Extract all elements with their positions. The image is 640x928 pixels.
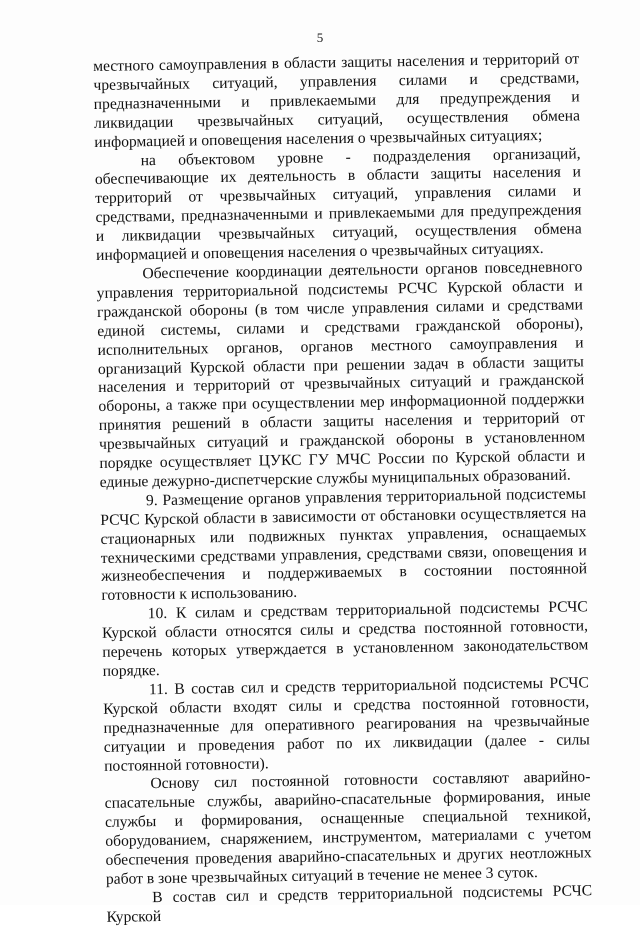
paragraph-item-11: 11. В состав сил и средств территориальной подсистемы РСЧС Курской области входят силы и средства постоянной готовности, предназначенные для оперативного реагирования на чрезвычайные ситуации и проведения работ по их ликвидации (далее - силы постоянной готовности). xyxy=(103,674,590,775)
paragraph-item-10: 10. К силам и средствам территориальной подсистемы РСЧС Курской области относятся силы и средства постоянной готовности, перечень которых утверждается в установленном законодательством порядке. xyxy=(101,598,589,680)
paragraph-coordination: Обеспечение координации деятельности органов повседневного управления территориальной подсистемы РСЧС Курской области и гражданской обороны (в том числе управления силами и средствами единой системы, силами и средствами гражданской обороны), исполнительных органов, органов местного самоуправления и организаций Курской области при решении задач в области защиты населения и территорий от чрезвычайных ситуаций и гражданской обороны, а также при осуществлении мер информационной поддержки принятия решений в области защиты населения и территорий от чрезвычайных ситуаций и гражданской обороны в установленном порядке осуществляет ЦУКС ГУ МЧС России по Курской области и единые дежурно-диспетчерские службы муниципальных образований. xyxy=(96,258,586,491)
page-number: 5 xyxy=(316,30,324,45)
paragraph-composition-start: В состав сил и средств территориальной подсистемы РСЧС Курской xyxy=(106,882,593,926)
paragraph-object-level: на объектовом уровне - подразделения организаций, обеспечивающие их деятельность в области защиты населения и территорий от чрезвычайных ситуаций, управления силами и средствами, предназначенными и привлекаемыми для предупреждения и ликвидации чрезвычайных ситуаций, осуществления обмена информацией и оповещения населения о чрезвычайных ситуациях. xyxy=(94,144,582,265)
paragraph-readiness-forces: Основу сил постоянной готовности составляют аварийно-спасательные службы, аварийно-спасательные формирования, иные службы и формирования, оснащенные специальной техникой, оборудованием, снаряжением, инструментом, материалами с учетом обеспечения проведения аварийно-спасательных и других неотложных работ в зоне чрезвычайных ситуаций в течение не менее 3 суток. xyxy=(104,768,592,888)
paragraph-item-9: 9. Размещение органов управления территориальной подсистемы РСЧС Курской области в зависимости от обстановки осуществляется на стационарных или подвижных пунктах управления, оснащаемых техническими средствами управления, средствами связи, оповещения и жизнеобеспечения и поддерживаемых в состоянии постоянной готовности к использованию. xyxy=(100,485,588,605)
paragraph-local-level-continuation: местного самоуправления в области защиты населения и территорий от чрезвычайных ситуаций, управления силами и средствами, предназначенными и привлекаемыми для предупреждения и ликвидации чрезвычайных ситуаций, осуществления обмена информацией и оповещения населения о чрезвычайных ситуациях; xyxy=(93,50,581,151)
document-body xyxy=(93,50,593,927)
